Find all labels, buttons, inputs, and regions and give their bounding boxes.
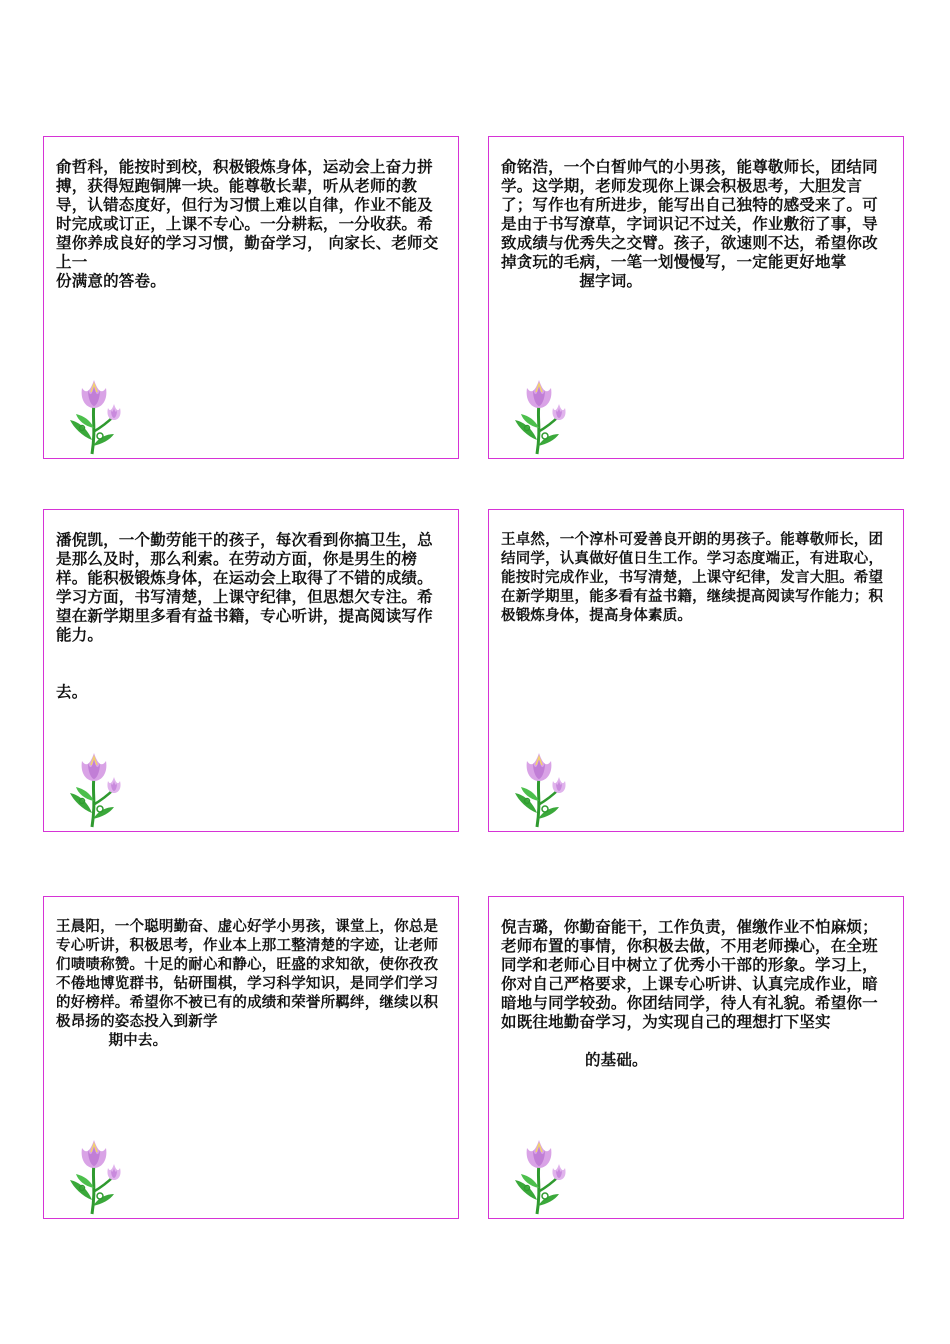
- comment-card: [43, 136, 459, 459]
- pink-tulip-icon: [501, 743, 587, 829]
- pink-tulip-icon: [501, 370, 587, 456]
- comment-card: [488, 509, 904, 832]
- comment-card: [488, 136, 904, 459]
- comment-card: [43, 896, 459, 1219]
- comment-text: 王晨阳，一个聪明勤奋、虚心好学小男孩，课堂上，你总是专心听讲，积极思考，作业本上那工整清楚的字迹，让老师们啧啧称赞。十足的耐心和静心，旺盛的求知欲，使你孜孜不倦地博览群书，钻研围棋，学习科学知识，是同学们学习的好榜样。希望你不被已有的成绩和荣誉所羁绊，继续以积极昂扬的姿态投入到新学 期中去。: [56, 918, 439, 1049]
- comment-text: 俞铭浩，一个白皙帅气的小男孩，能尊敬师长，团结同学。这学期，老师发现你上课会积极思考，大胆发言了；写作也有所进步，能写出自己独特的感受来了。可是由于书写潦草，字词识记不过关，作业敷衍了事，导致成绩与优秀失之交臂。孩子，欲速则不达，希望你改掉贪玩的毛病，一笔一划慢慢写，一定能更好地掌 握字词。: [501, 157, 878, 290]
- comment-text: 王卓然，一个淳朴可爱善良开朗的男孩子。能尊敬师长，团结同学，认真做好值日生工作。学习态度端正，有进取心，能按时完成作业，书写清楚，上课守纪律，发言大胆。希望在新学期里，能多看有益书籍，继续提高阅读写作能力；积极锻炼身体，提高身体素质。: [501, 531, 884, 624]
- pink-tulip-icon: [56, 743, 142, 829]
- pink-tulip-icon: [56, 1130, 142, 1216]
- pink-tulip-icon: [56, 370, 142, 456]
- comment-card: [488, 896, 904, 1219]
- comment-text: 潘倪凯，一个勤劳能干的孩子，每次看到你搞卫生，总是那么及时，那么利索。在劳动方面，你是男生的榜样。能积极锻炼身体，在运动会上取得了不错的成绩。学习方面，书写清楚，上课守纪律，但思想欠专注。希望在新学期里多看有益书籍，专心听讲，提高阅读写作能力。 去。: [56, 530, 433, 701]
- comment-text: 倪吉璐，你勤奋能干，工作负责，催缴作业不怕麻烦；老师布置的事情，你积极去做，不用老师操心，在全班同学和老师心目中树立了优秀小干部的形象。学习上，你对自己严格要求，上课专心听讲、认真完成作业，暗暗地与同学较劲。你团结同学，待人有礼貌。希望你一如既往地勤奋学习，为实现自己的理想打下坚实 的基础。: [501, 917, 878, 1069]
- comment-text: 俞哲科，能按时到校，积极锻炼身体，运动会上奋力拼搏，获得短跑铜牌一块。能尊敬长辈，听从老师的教导，认错态度好，但行为习惯上难以自律，作业不能及时完成或订正，上课不专心。一分耕耘，一分收获。希望你养成良好的学习习惯，勤奋学习， 向家长、老师交上一 份满意的答卷。: [56, 157, 439, 290]
- comment-card: [43, 509, 459, 832]
- pink-tulip-icon: [501, 1130, 587, 1216]
